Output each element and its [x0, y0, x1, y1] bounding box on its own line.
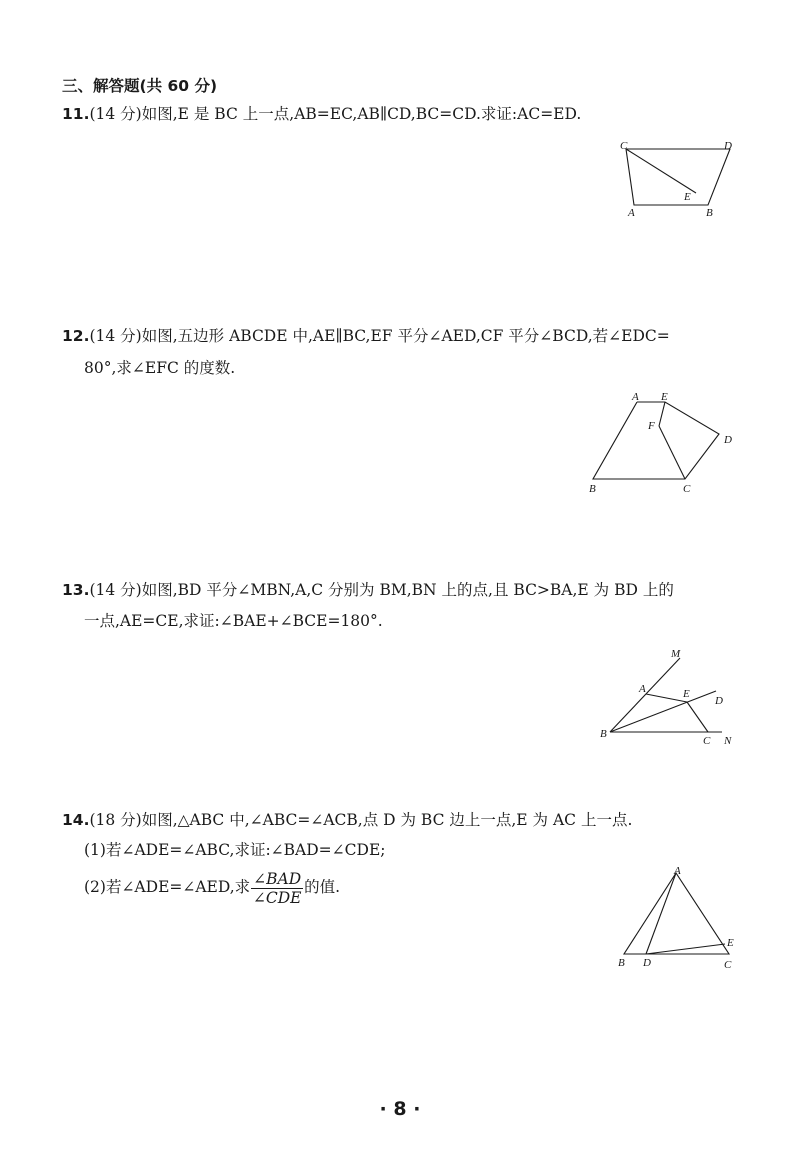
label-C: C [703, 735, 711, 747]
problem-12-line-2: 80°,求∠EFC 的度数. [84, 359, 236, 377]
label-E: E [684, 191, 691, 203]
segment-EC [687, 702, 708, 732]
label-B: B [706, 207, 713, 219]
problem-13-line-2: 一点,AE=CE,求证:∠BAE+∠BCE=180°. [84, 612, 383, 630]
problem-line: (18 分)如图,△ABC 中,∠ABC=∠ACB,点 D 为 BC 边上一点,E 为 AC 上一点. [89, 811, 633, 829]
problem-14-part-2 [84, 868, 340, 907]
label-A: A [639, 683, 646, 695]
label-D: D [715, 695, 723, 707]
triangle-ABC [624, 873, 729, 954]
part-2-suffix: 的值. [304, 878, 341, 896]
figure-problem-14 [612, 864, 747, 974]
segment-AE [646, 694, 687, 702]
part-2-prefix: (2)若∠ADE=∠AED,求 [84, 878, 251, 896]
label-E: E [727, 937, 734, 949]
segment-EF [659, 402, 665, 426]
segment-CE [626, 149, 696, 193]
label-A: A [674, 865, 681, 877]
problem-line: (14 分)如图,五边形 ABCDE 中,AE∥BC,EF 平分∠AED,CF 平分∠BCD,若∠EDC= [89, 327, 670, 345]
label-C: C [683, 483, 691, 495]
problem-14-line-1 [62, 810, 632, 830]
problem-line: (14 分)如图,E 是 BC 上一点,AB=EC,AB∥CD,BC=CD.求证:AC=ED. [89, 105, 582, 123]
problem-13-line-1 [62, 580, 674, 600]
label-D: D [724, 140, 732, 152]
label-N: N [724, 735, 732, 747]
label-E: E [683, 688, 690, 700]
figure-problem-13 [596, 644, 746, 749]
fraction-numerator: ∠BAD [253, 869, 302, 888]
segment-FC [659, 426, 685, 479]
problem-number: 11. [62, 105, 90, 123]
label-M: M [671, 648, 681, 660]
quad-ACDB [626, 149, 730, 205]
problem-number: 14. [62, 811, 90, 829]
problem-12-line-1 [62, 326, 670, 346]
label-A: A [632, 391, 639, 403]
problem-number: 13. [62, 581, 90, 599]
label-B: B [589, 483, 596, 495]
fraction-denominator: ∠CDE [252, 888, 302, 907]
problem-number: 12. [62, 327, 90, 345]
label-E: E [661, 391, 668, 403]
label-A: A [628, 207, 635, 219]
problem-line: (14 分)如图,BD 平分∠MBN,A,C 分别为 BM,BN 上的点,且 BC>BA,E 为 BD 上的 [89, 581, 674, 599]
segment-DE [646, 944, 725, 954]
label-B: B [600, 728, 607, 740]
page-number: · 8 · [379, 1098, 421, 1120]
ratio-fraction [251, 870, 303, 907]
label-C: C [620, 140, 628, 152]
label-B: B [618, 957, 625, 969]
problem-14-part-1: (1)若∠ADE=∠ABC,求证:∠BAD=∠CDE; [84, 841, 386, 859]
label-C: C [724, 959, 732, 971]
figure-problem-11 [612, 140, 742, 220]
label-D: D [724, 434, 732, 446]
figure-problem-12 [585, 388, 745, 498]
label-D: D [643, 957, 651, 969]
section-title: 三、解答题(共 60 分) [62, 77, 218, 95]
ray-BM [610, 658, 680, 732]
problem-11-text [62, 104, 581, 124]
pentagon-outline [593, 402, 719, 479]
label-F: F [648, 420, 655, 432]
